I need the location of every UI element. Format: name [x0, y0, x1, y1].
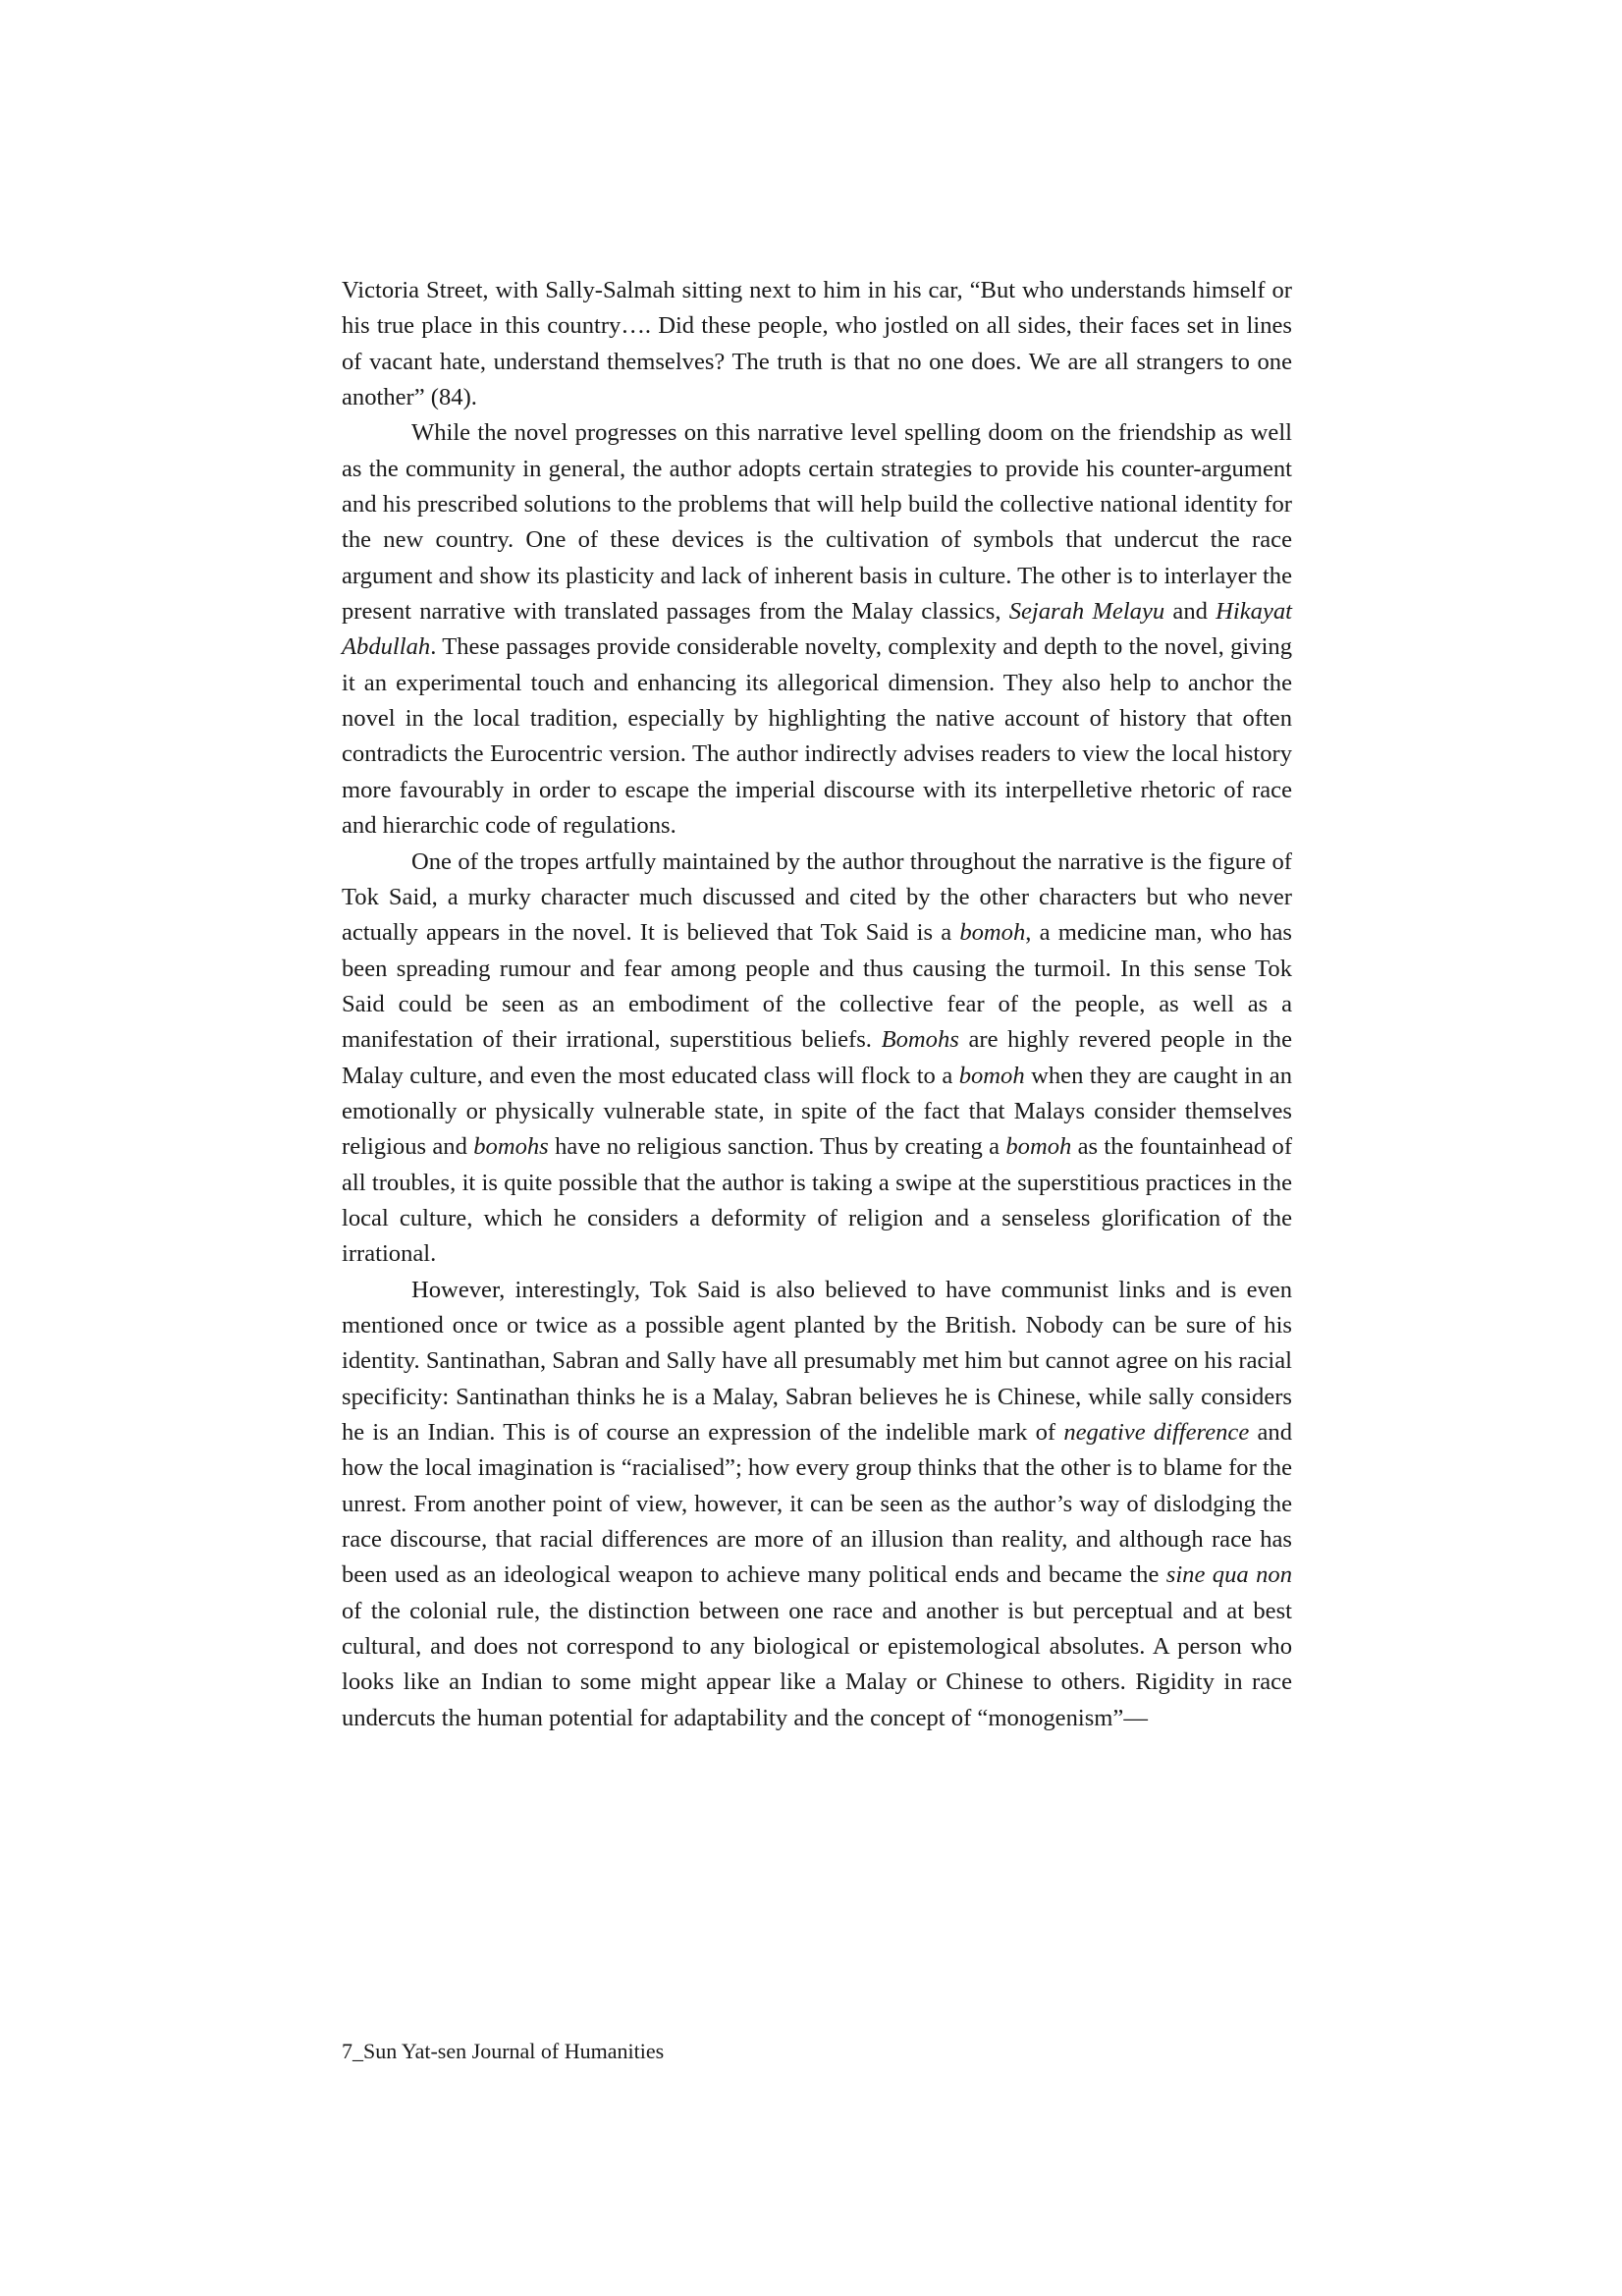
- text-run: Victoria Street, with Sally-Salmah sitting next to him in his car, “But who understands himself or his true place in this country…. Did these people, who jostled on all sides, their faces set in lines of vacant hate, understand themselves? The truth is that no one does. We are all strangers to one another” (84).: [342, 277, 1292, 411]
- text-run: and how the local imagination is “racialised”; how every group thinks that the other is to blame for the unrest. From another point of view, however, it can be seen as the author’s way of dislodging the race discourse, that racial differences are more of an illusion than reality, and although race has been used as an ideological weapon to achieve many political ends and became the: [342, 1419, 1292, 1589]
- page-footer: 7_Sun Yat-sen Journal of Humanities: [342, 2039, 665, 2063]
- italic-term: Hikayat Abdullah: [342, 598, 1293, 661]
- text-run: and: [1164, 598, 1216, 626]
- italic-term: Sejarah Melayu: [1008, 598, 1165, 626]
- italic-term: negative difference: [1063, 1419, 1250, 1446]
- italic-term: bomoh: [1005, 1133, 1072, 1161]
- text-run: of the colonial rule, the distinction between one race and another is but perceptual and at best cultural, and does not correspond to any biological or epistemological absolutes. A person who looks like an Indian to some might appear like a Malay or Chinese to others. Rigidity in race undercuts the human potential for adaptability and the concept of “monogenism”—: [342, 1597, 1292, 1731]
- body-paragraph: [342, 415, 1292, 844]
- body-paragraph: [342, 845, 1292, 1273]
- text-run: However, interestingly, Tok Said is also believed to have communist links and is even mentioned once or twice as a possible agent planted by the British. Nobody can be sure of his identity. Santinathan, Sabran and Sally have all presumably met him but cannot agree on his racial specificity: Santinathan thinks he is a Malay, Sabran believes he is Chinese, while sally considers he is an Indian. This is of course an expression of the indelible mark of: [342, 1276, 1292, 1446]
- text-run: when they are caught in an emotionally or physically vulnerable state, in spite of the fact that Malays consider themselves religious and: [342, 1062, 1292, 1161]
- italic-term: bomohs: [473, 1133, 549, 1161]
- body-paragraph: [342, 1273, 1292, 1736]
- text-run: have no religious sanction. Thus by creating a: [548, 1133, 1006, 1161]
- body-paragraph: [342, 273, 1292, 415]
- text-run: One of the tropes artfully maintained by the author throughout the narrative is the figure of Tok Said, a murky character much discussed and cited by the other characters but who never actually appears in the novel. It is believed that Tok Said is a: [342, 847, 1292, 947]
- text-run: as the fountainhead of all troubles, it is quite possible that the author is taking a swipe at the superstitious practices in the local culture, which he considers a deformity of religion and a senseless glorification of the irrational.: [342, 1133, 1293, 1268]
- article-body: [342, 273, 1292, 1736]
- italic-term: bomoh: [958, 1062, 1025, 1089]
- text-run: are highly revered people in the Malay culture, and even the most educated class will flock to a: [342, 1026, 1293, 1089]
- text-run: While the novel progresses on this narrative level spelling doom on the friendship as well as the community in general, the author adopts certain strategies to provide his counter-argument and his prescribed solutions to the problems that will help build the collective national identity for the new country. One of these devices is the cultivation of symbols that undercut the race argument and show its plasticity and lack of inherent basis in culture. The other is to interlayer the present narrative with translated passages from the Malay classics,: [342, 419, 1292, 626]
- italic-term: bomoh: [959, 919, 1026, 947]
- italic-term: sine qua non: [1165, 1561, 1292, 1589]
- text-run: , a medicine man, who has been spreading rumour and fear among people and thus causing the turmoil. In this sense Tok Said could be seen as an embodiment of the collective fear of the people, as well as a manifestation of their irrational, superstitious beliefs.: [342, 919, 1292, 1054]
- text-run: . These passages provide considerable novelty, complexity and depth to the novel, giving it an experimental touch and enhancing its allegorical dimension. They also help to anchor the novel in the local tradition, especially by highlighting the native account of history that often contradicts the Eurocentric version. The author indirectly advises readers to view the local history more favourably in order to escape the imperial discourse with its interpelletive rhetoric of race and hierarchic code of regulations.: [342, 633, 1292, 840]
- italic-term: Bomohs: [881, 1026, 959, 1054]
